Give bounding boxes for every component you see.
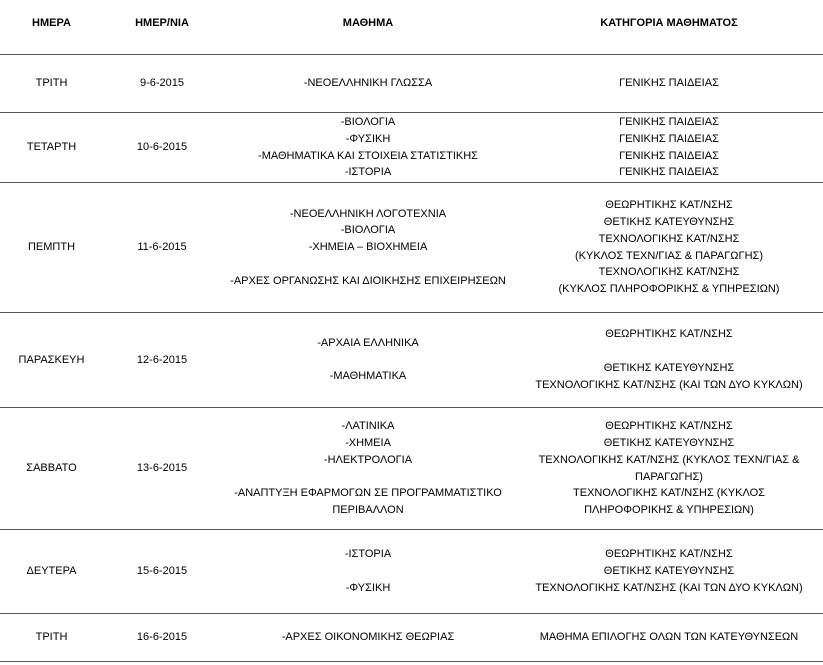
header-day: ΗΜΕΡΑ <box>0 0 103 55</box>
day-cell: ΤΡΙΤΗ <box>0 55 103 113</box>
category-line: ΤΕΧΝΟΛΟΓΙΚΗΣ ΚΑΤ/ΝΣΗΣ (ΚΥΚΛΟΣ ΤΕΧΝ/ΓΙΑΣ & <box>538 453 800 466</box>
category-line: ΤΕΧΝΟΛΟΓΙΚΗΣ ΚΑΤ/ΝΣΗΣ (ΚΑΙ ΤΩΝ ΔΥΟ ΚΥΚΛΩΝ) <box>535 581 803 594</box>
category-line: ΓΕΝΙΚΗΣ ΠΑΙΔΕΙΑΣ <box>619 149 719 162</box>
category-line: ΠΑΡΑΓΩΓΗΣ) <box>635 470 703 483</box>
category-line: ΓΕΝΙΚΗΣ ΠΑΙΔΕΙΑΣ <box>619 77 719 90</box>
table-row <box>0 183 823 313</box>
category-line: ΘΕΩΡΗΤΙΚΗΣ ΚΑΤ/ΝΣΗΣ <box>605 548 733 561</box>
header-category: ΚΑΤΗΓΟΡΙΑ ΜΑΘΗΜΑΤΟΣ <box>515 0 823 55</box>
category-line: ΓΕΝΙΚΗΣ ΠΑΙΔΕΙΑΣ <box>619 132 719 145</box>
date-cell: 15-6-2015 <box>103 530 221 614</box>
category-cell <box>515 614 823 662</box>
subject-cell <box>221 408 515 530</box>
category-cell <box>515 313 823 408</box>
date-cell: 10-6-2015 <box>103 113 221 183</box>
table-row <box>0 113 823 183</box>
category-line: ΘΕΩΡΗΤΙΚΗΣ ΚΑΤ/ΝΣΗΣ <box>605 328 733 341</box>
subject-line: -ΜΑΘΗΜΑΤΙΚΑ ΚΑΙ ΣΤΟΙΧΕΙΑ ΣΤΑΤΙΣΤΙΚΗΣ <box>258 149 478 162</box>
day-cell: ΔΕΥΤΕΡΑ <box>0 530 103 614</box>
date-cell: 13-6-2015 <box>103 408 221 530</box>
day-cell: ΠΕΜΠΤΗ <box>0 183 103 313</box>
table-row <box>0 55 823 113</box>
subject-line: -ΧΗΜΕΙΑ <box>345 436 391 449</box>
date-cell: 9-6-2015 <box>103 55 221 113</box>
table-row <box>0 408 823 530</box>
header-date: ΗΜΕΡ/ΝΙΑ <box>103 0 221 55</box>
category-line: ΤΕΧΝΟΛΟΓΙΚΗΣ ΚΑΤ/ΝΣΗΣ (ΚΑΙ ΤΩΝ ΔΥΟ ΚΥΚΛΩΝ) <box>535 378 803 391</box>
day-cell: ΠΑΡΑΣΚΕΥΗ <box>0 313 103 408</box>
category-line: ΘΕΩΡΗΤΙΚΗΣ ΚΑΤ/ΝΣΗΣ <box>605 420 733 433</box>
category-line: ΤΕΧΝΟΛΟΓΙΚΗΣ ΚΑΤ/ΝΣΗΣ <box>598 232 740 245</box>
header-subject: ΜΑΘΗΜΑ <box>221 0 515 55</box>
subject-line: -ΙΣΤΟΡΙΑ <box>344 166 392 179</box>
subject-line: -ΦΥΣΙΚΗ <box>345 132 391 145</box>
subject-line: -ΛΑΤΙΝΙΚΑ <box>341 420 395 433</box>
subject-line: ΠΕΡΙΒΑΛΛΟΝ <box>332 504 404 517</box>
subject-line: -ΗΛΕΚΤΡΟΛΟΓΙΑ <box>323 453 413 466</box>
subject-line: -ΙΣΤΟΡΙΑ <box>344 548 392 561</box>
category-line: ΘΕΤΙΚΗΣ ΚΑΤΕΥΘΥΝΣΗΣ <box>603 436 735 449</box>
category-line: ΠΛΗΡΟΦΟΡΙΚΗΣ & ΥΠΗΡΕΣΙΩΝ) <box>584 504 754 517</box>
subject-cell <box>221 55 515 113</box>
subject-cell <box>221 313 515 408</box>
category-cell <box>515 408 823 530</box>
category-line: ΓΕΝΙΚΗΣ ΠΑΙΔΕΙΑΣ <box>619 115 719 128</box>
day-cell: ΤΡΙΤΗ <box>0 614 103 662</box>
category-cell <box>515 55 823 113</box>
subject-line: -ΜΑΘΗΜΑΤΙΚΑ <box>329 370 407 383</box>
table-row <box>0 530 823 614</box>
category-line: ΤΕΧΝΟΛΟΓΙΚΗΣ ΚΑΤ/ΝΣΗΣ (ΚΥΚΛΟΣ <box>573 487 765 500</box>
category-line: ΓΕΝΙΚΗΣ ΠΑΙΔΕΙΑΣ <box>619 166 719 179</box>
subject-line: -ΑΡΧΕΣ ΟΡΓΑΝΩΣΗΣ ΚΑΙ ΔΙΟΙΚΗΣΗΣ ΕΠΙΧΕΙΡΗΣΕΩΝ <box>230 274 506 287</box>
table-row <box>0 614 823 662</box>
category-cell <box>515 113 823 183</box>
category-line: ΘΕΤΙΚΗΣ ΚΑΤΕΥΘΥΝΣΗΣ <box>603 362 735 374</box>
header-row <box>0 0 823 55</box>
subject-cell <box>221 183 515 313</box>
day-cell: ΣΑΒΒΑΤΟ <box>0 408 103 530</box>
category-cell <box>515 530 823 614</box>
category-line: ΘΕΤΙΚΗΣ ΚΑΤΕΥΘΥΝΣΗΣ <box>603 215 735 228</box>
category-line: ΘΕΤΙΚΗΣ ΚΑΤΕΥΘΥΝΣΗΣ <box>603 565 735 578</box>
subject-line: -ΝΕΟΕΛΛΗΝΙΚΗ ΓΛΩΣΣΑ <box>303 77 433 90</box>
table-row <box>0 313 823 408</box>
subject-cell <box>221 614 515 662</box>
date-cell: 12-6-2015 <box>103 313 221 408</box>
category-line: ΘΕΩΡΗΤΙΚΗΣ ΚΑΤ/ΝΣΗΣ <box>605 199 733 212</box>
date-cell: 16-6-2015 <box>103 614 221 662</box>
subject-line: -ΑΡΧΕΣ ΟΙΚΟΝΟΜΙΚΗΣ ΘΕΩΡΙΑΣ <box>281 631 455 644</box>
subject-line: -ΦΥΣΙΚΗ <box>345 581 391 594</box>
subject-line: -ΒΙΟΛΟΓΙΑ <box>340 115 396 128</box>
day-cell: ΤΕΤΑΡΤΗ <box>0 113 103 183</box>
subject-line: -ΑΝΑΠΤΥΞΗ ΕΦΑΡΜΟΓΩΝ ΣΕ ΠΡΟΓΡΑΜΜΑΤΙΣΤΙΚΟ <box>234 487 502 500</box>
date-cell: 11-6-2015 <box>103 183 221 313</box>
subject-cell <box>221 530 515 614</box>
category-line: ΜΑΘΗΜΑ ΕΠΙΛΟΓΗΣ ΟΛΩΝ ΤΩΝ ΚΑΤΕΥΘΥΝΣΕΩΝ <box>539 631 799 644</box>
subject-line: -ΝΕΟΕΛΛΗΝΙΚΗ ΛΟΓΟΤΕΧΝΙΑ <box>289 207 447 220</box>
subject-line: -ΧΗΜΕΙΑ – ΒΙΟΧΗΜΕΙΑ <box>308 241 428 254</box>
category-line: (ΚΥΚΛΟΣ ΤΕΧΝ/ΓΙΑΣ & ΠΑΡΑΓΩΓΗΣ) <box>575 249 763 262</box>
subject-line: -ΑΡΧΑΙΑ ΕΛΛΗΝΙΚΑ <box>317 336 419 349</box>
subject-line: -ΒΙΟΛΟΓΙΑ <box>340 224 396 237</box>
category-line: (ΚΥΚΛΟΣ ΠΛΗΡΟΦΟΡΙΚΗΣ & ΥΠΗΡΕΣΙΩΝ) <box>558 283 780 296</box>
subject-cell <box>221 113 515 183</box>
category-cell <box>515 183 823 313</box>
category-line: ΤΕΧΝΟΛΟΓΙΚΗΣ ΚΑΤ/ΝΣΗΣ <box>598 266 740 279</box>
